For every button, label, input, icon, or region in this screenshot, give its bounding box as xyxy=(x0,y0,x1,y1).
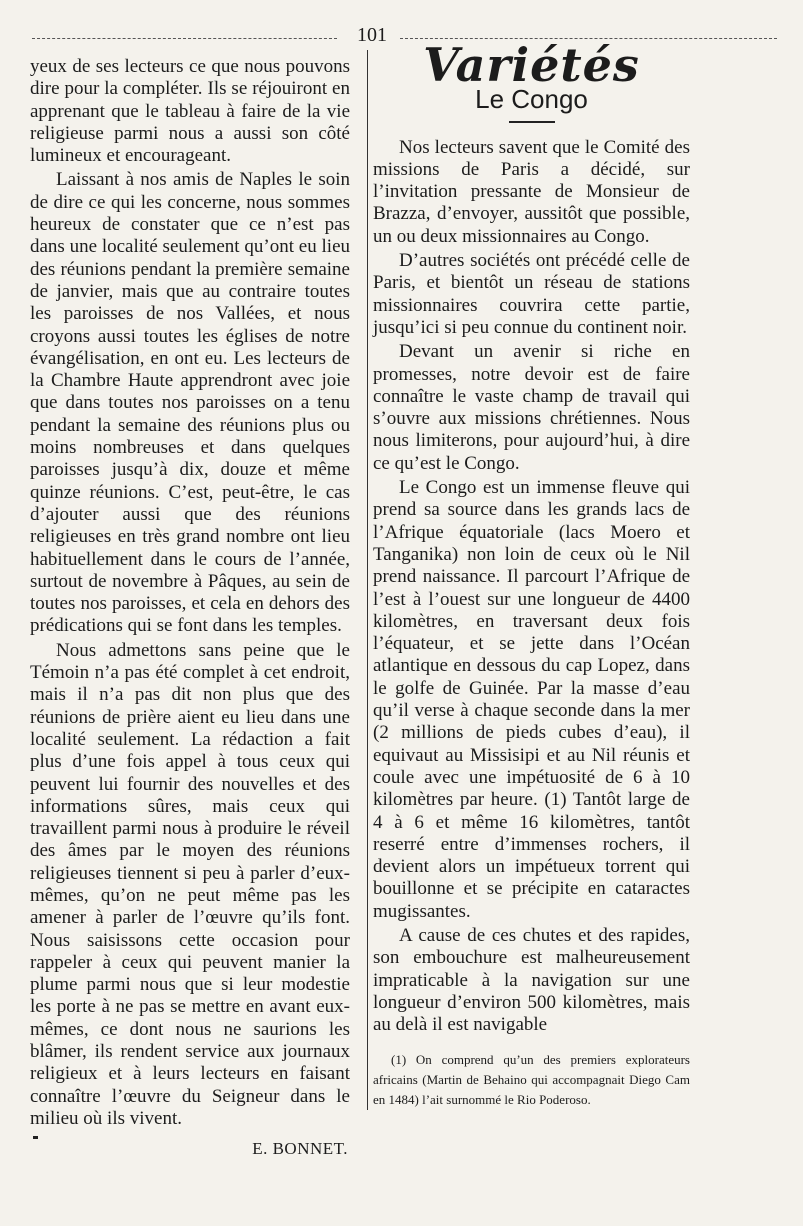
footnote: (1) On comprend qu’un des premiers explorateurs africains (Martin de Behaino qui accompagnait Diego Cam en 1484) l’ait surnommé le Rio Poderoso. xyxy=(373,1052,690,1108)
ink-mark xyxy=(33,1136,38,1139)
section-title: Variétés xyxy=(423,38,640,92)
right-paragraph-2: D’autres sociétés ont précédé celle de Paris, et bientôt un réseau de stations missionnaires couvrira cette partie, jusqu’ici si peu connue du continent noir. xyxy=(373,250,690,338)
left-paragraph-1: yeux de ses lecteurs ce que nous pouvons dire pour la compléter. Ils se réjouiront en apprenant que le tableau à faire de la vie religieuse parmi nous a aussi son côté lumineux et encourageant. xyxy=(30,56,350,167)
right-paragraph-4: Le Congo est un immense fleuve qui prend sa source dans les grands lacs de l’Afrique équatoriale (lacs Moero et Tanganika) non loin de ceux où le Nil prend naissance. Il parcourt l’Afrique de l’est à l’ouest sur une longueur de 4400 kilomètres, en traversant deux fois l’équateur, et se jette dans l’Océan atlantique en dessous du cap Lopez, dans le golfe de Guinée. Par la masse d’eau qu’il verse à chaque seconde dans la mer (2 millions de pieds cubes d’eau), il equivaut au Missisipi et au Nil réunis et coule avec une impétuosité de 6 à 10 kilomètres par heure. (1) Tantôt large de 4 à 6 et même 16 kilomètres, tantôt reserré entre d’immenses rochers, il devient alors un impétueux torrent qui bouillonne et se précipite en cataractes mugissantes. xyxy=(373,477,690,922)
right-paragraph-1: Nos lecteurs savent que le Comité des missions de Paris a décidé, sur l’invitation pressante de Monsieur de Brazza, d’envoyer, aussitôt que possible, un ou deux missionnaires au Congo. xyxy=(373,136,690,247)
left-paragraph-3: Nous admettons sans peine que le Témoin n’a pas été complet à cet endroit, mais il n’a pas dit non plus que des réunions de prière aient eu lieu dans une localité seulement. La rédaction a fait plus d’une fois appel à tous ceux qui peuvent lui fournir des nouvelles et des informations sûres, mais ceux qui travaillent parmi nous à produire le réveil des âmes par le moyen des réunions religieuses tiennent si peu à parler d’eux-mêmes, qu’on ne peut même pas les amener à parler de l’œuvre qu’ils font. Nous saisissons cette occasion pour rappeler à ceux qui peuvent manier la plume parmi nous que si leur modestie les porte à ne pas se mettre en avant eux-mêmes, ce dont nous ne saurions les blâmer, ils rendent service aux journaux religieux et à leurs lecteurs en faisant connaître l’œuvre du Seigneur dans le milieu où ils vivent. xyxy=(30,639,350,1129)
right-paragraph-5: A cause de ces chutes et des rapides, son embouchure est malheureusement impraticable à la navigation sur une longueur d’environ 500 kilomètres, mais au delà il est navigable xyxy=(373,924,690,1036)
right-column xyxy=(373,38,690,1110)
article-title: Le Congo xyxy=(475,84,588,115)
right-paragraph-3: Devant un avenir si riche en promesses, notre devoir est de faire connaître le vaste champ de travail qui s’ouvre aux missions chrétiennes. Nous nous limiterons, pour aujourd’hui, à dire ce qu’est le Congo. xyxy=(373,341,690,474)
left-paragraph-2: Laissant à nos amis de Naples le soin de dire ce qui les concerne, nous sommes heureux de constater que ce n’est pas dans une localité seulement qu’ont eu lieu des réunions pendant la première semaine de janvier, mais que au contraire toutes les paroisses de nos Vallées, et nous croyons aussi toutes les églises de notre évangélisation, en ont eu. Les lecteurs de la Chambre Haute apprendront avec joie que dans toutes nos paroisses on a tenu pendant la semaine des réunions plus ou moins nombreuses et dans quelques paroisses jusqu’à dix, douze et même quinze réunions. C’est, peut-être, le cas d’ajouter aussi que des réunions religieuses en très grand nombre ont lieu habituellement dans le cours de l’année, surtout de novembre à Pâques, au sein de toutes nos paroisses, et cela en dehors des prédications qui se font dans les temples. xyxy=(30,169,350,637)
column-divider xyxy=(367,50,368,1110)
left-column xyxy=(30,56,350,1161)
page-header xyxy=(32,22,777,52)
page-number: 101 xyxy=(357,24,387,46)
author-signature: E. BONNET. xyxy=(252,1139,348,1159)
title-rule xyxy=(509,121,555,123)
header-rule-left xyxy=(32,38,337,39)
